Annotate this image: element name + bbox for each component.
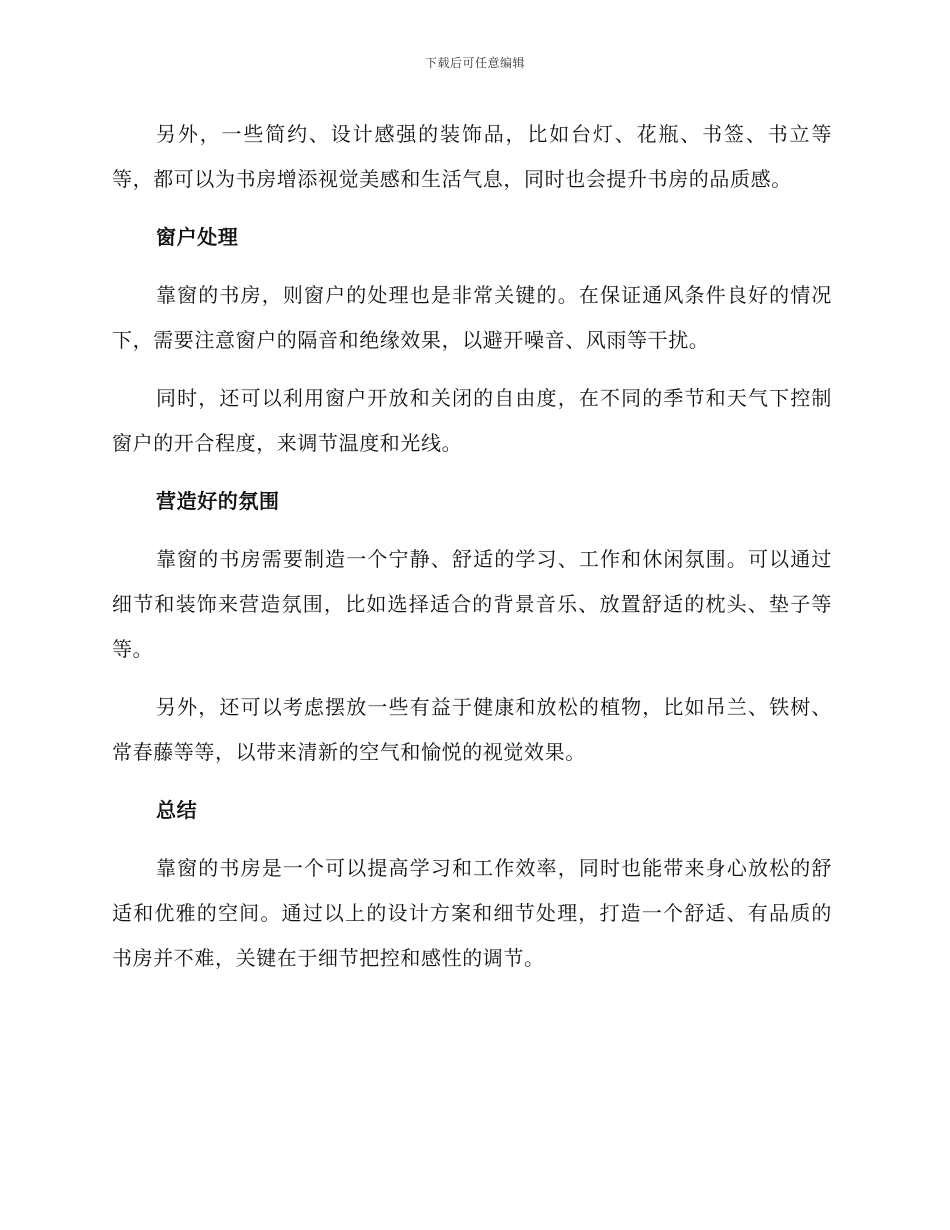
paragraph-summary: 靠窗的书房是一个可以提高学习和工作效率，同时也能带来身心放松的舒适和优雅的空间。通过以上的设计方案和细节处理，打造一个舒适、有品质的书房并不难，关键在于细节把控和感性的调节。	[112, 856, 832, 970]
paragraph-window-1: 靠窗的书房，则窗户的处理也是非常关键的。在保证通风条件良好的情况下，需要注意窗户的隔音和绝缘效果，以避开噪音、风雨等干扰。	[112, 283, 832, 352]
paragraph-atmosphere-2: 另外，还可以考虑摆放一些有益于健康和放松的植物，比如吊兰、铁树、常春藤等等，以带来清新的空气和愉悦的视觉效果。	[112, 695, 832, 764]
heading-window-treatment: 窗户处理	[156, 225, 239, 249]
header-note: 下载后可任意编辑	[424, 56, 525, 70]
heading-atmosphere: 营造好的氛围	[156, 489, 280, 513]
document-body	[112, 112, 832, 981]
paragraph-window-2: 同时，还可以利用窗户开放和关闭的自由度，在不同的季节和天气下控制窗户的开合程度，来调节温度和光线。	[112, 386, 832, 455]
paragraph-decor: 另外，一些简约、设计感强的装饰品，比如台灯、花瓶、书签、书立等等，都可以为书房增添视觉美感和生活气息，同时也会提升书房的品质感。	[112, 122, 832, 191]
heading-summary: 总结	[156, 798, 198, 822]
paragraph-atmosphere-1: 靠窗的书房需要制造一个宁静、舒适的学习、工作和休闲氛围。可以通过细节和装饰来营造氛围，比如选择适合的背景音乐、放置舒适的枕头、垫子等等。	[112, 547, 832, 661]
